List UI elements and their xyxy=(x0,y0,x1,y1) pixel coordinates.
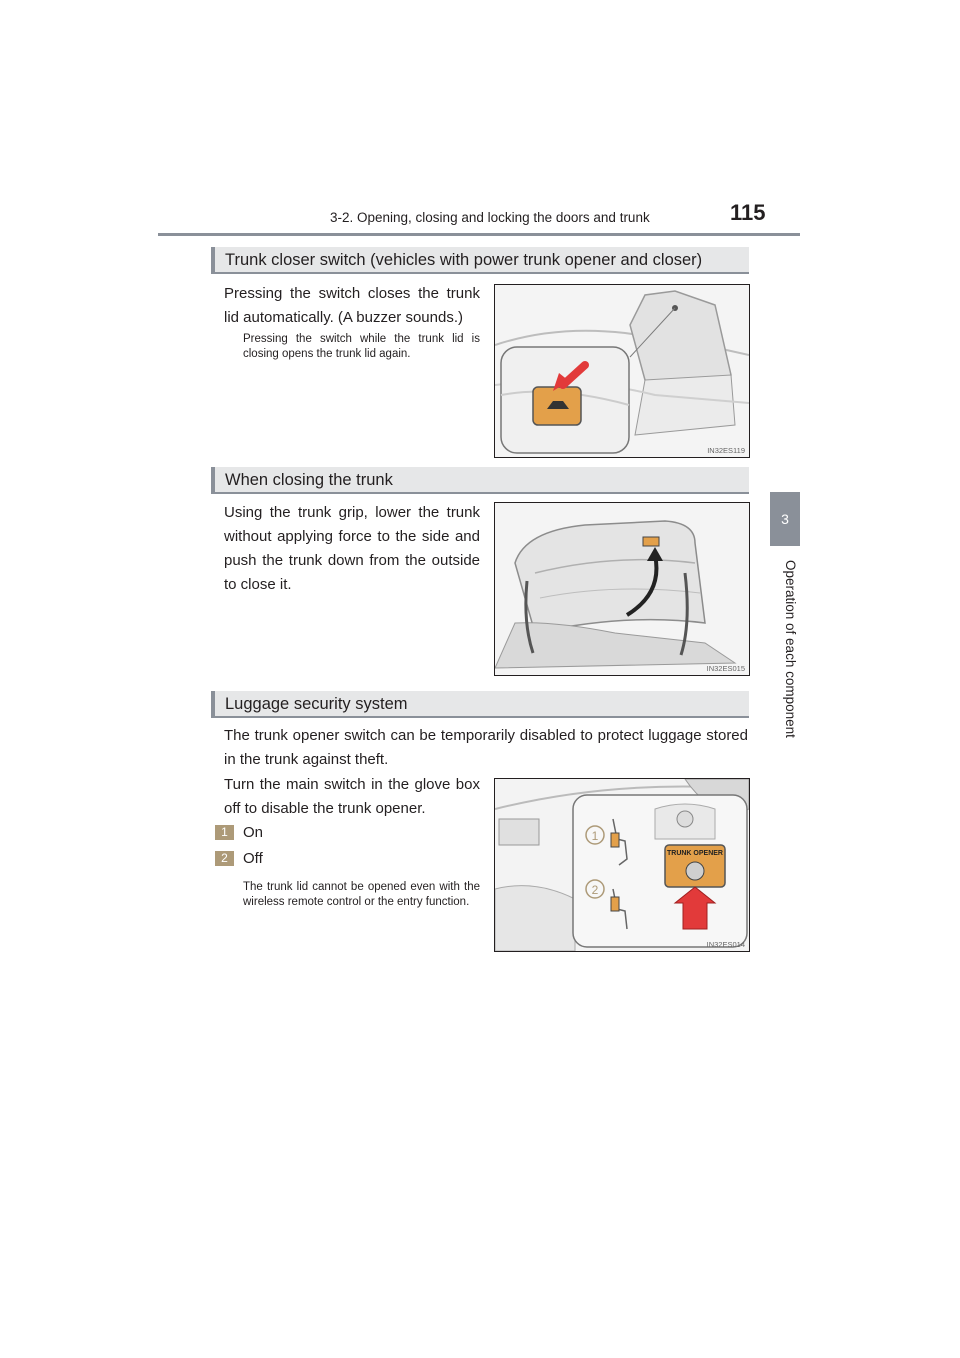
figure-code: IN32ES119 xyxy=(707,446,745,455)
closing-trunk-illustration xyxy=(495,503,749,675)
body-text: Turn the main switch in the glove box off to disable the trunk opener. xyxy=(224,776,480,817)
running-header: 3-2. Opening, closing and locking the doors and trunk xyxy=(330,210,650,225)
item-number-1: 1 xyxy=(215,825,234,840)
chapter-title: Operation of each component xyxy=(783,560,798,738)
item-label-on: On xyxy=(243,824,264,841)
section-heading-closing-trunk xyxy=(211,467,749,494)
switch-label: TRUNK OPENER xyxy=(666,850,724,857)
body-text: Using the trunk grip, lower the trunk without applying force to the side and push the trunk down from the outside to close it. xyxy=(224,504,480,593)
section-heading-text: Luggage security system xyxy=(225,695,408,713)
page-number: 115 xyxy=(730,200,766,225)
item-number-2: 2 xyxy=(215,851,234,866)
figure-code: IN32ES014 xyxy=(706,940,745,949)
header-rule xyxy=(158,233,800,236)
section-heading-luggage-security xyxy=(211,691,749,718)
body-text: Pressing the switch closes the trunk lid automatically. (A buzzer sounds.) xyxy=(224,285,480,326)
callout-1: 1 xyxy=(591,829,599,843)
chapter-tab: 3 xyxy=(770,492,800,546)
item-label-off: Off xyxy=(243,850,263,867)
intro-text: The trunk opener switch can be temporarily disabled to protect luggage stored in the trunk against theft. xyxy=(224,727,748,768)
figure-closing-trunk xyxy=(494,502,750,676)
note-text: Pressing the switch while the trunk lid is closing opens the trunk lid again. xyxy=(243,333,480,360)
note-text: The trunk lid cannot be opened even with the wireless remote control or the entry function. xyxy=(243,881,480,908)
figure-code: IN32ES015 xyxy=(706,664,745,673)
figure-trunk-opener-switch xyxy=(494,778,750,952)
glove-box-illustration xyxy=(495,779,749,951)
callout-2: 2 xyxy=(591,883,599,897)
section-heading-trunk-closer xyxy=(211,247,749,274)
section-heading-text: Trunk closer switch (vehicles with power trunk opener and closer) xyxy=(225,251,703,269)
section-heading-text: When closing the trunk xyxy=(225,471,393,489)
figure-trunk-closer-switch xyxy=(494,284,750,458)
trunk-closer-illustration xyxy=(495,285,749,457)
